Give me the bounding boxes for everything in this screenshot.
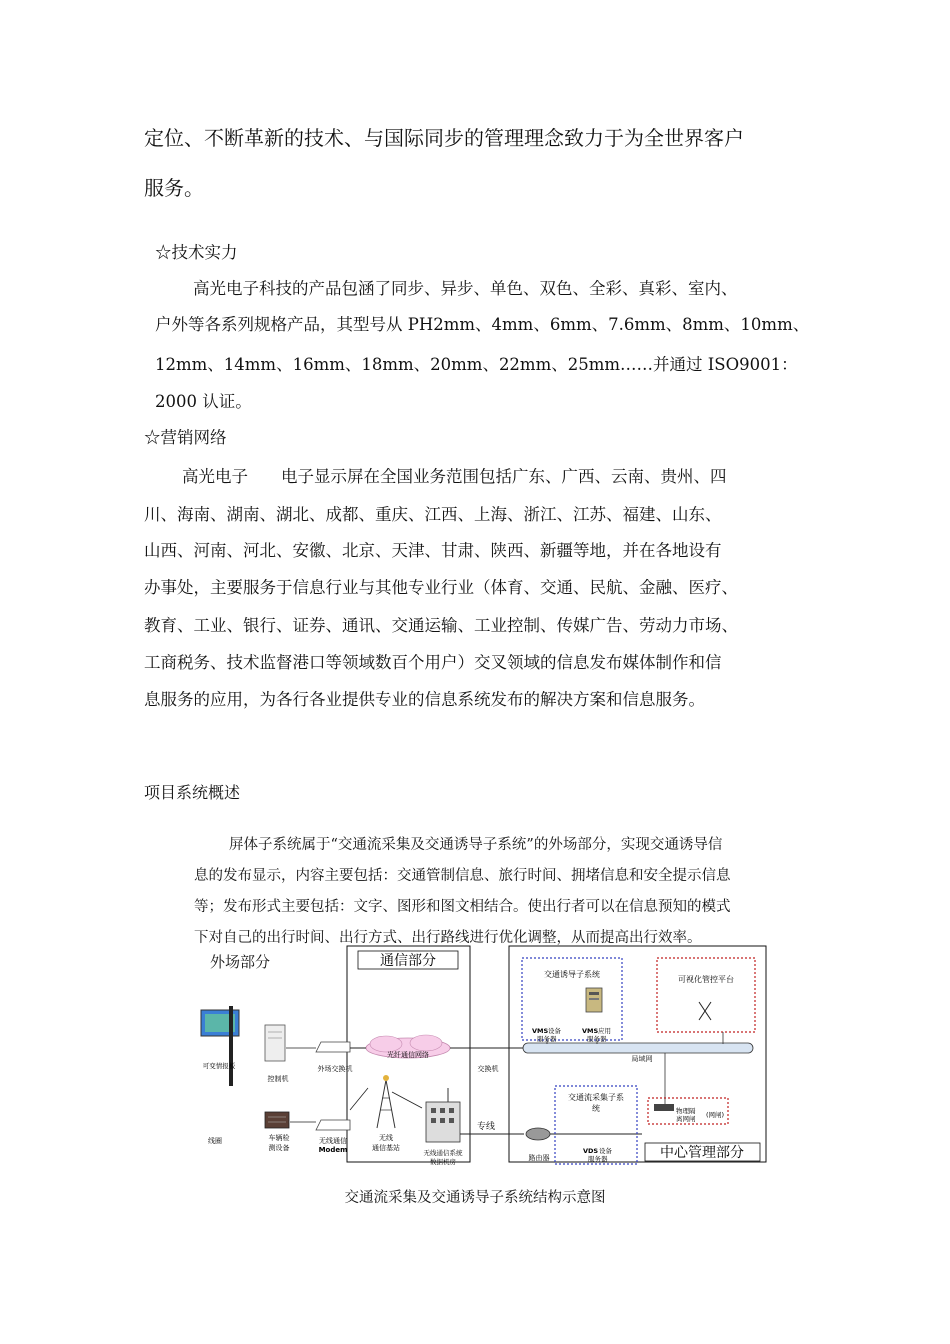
collection-subsystem-label-1: 交通流采集子系 (568, 1093, 624, 1102)
vms-sign-icon (201, 1006, 239, 1086)
visual-platform-label: 可视化管控平台 (678, 975, 734, 984)
vms-device-server-label-1: VMS (532, 1027, 549, 1035)
comm-section-label: 通信部分 (380, 953, 436, 969)
tech-line-4: 2000 认证。 (155, 391, 252, 411)
marketing-line-5: 教育、工业、银行、证券、通讯、交通运输、工业控制、传媒广告、劳动力市场、 (144, 615, 738, 635)
controller-icon (265, 1025, 285, 1061)
tech-line-1: 高光电子科技的产品包涵了同步、异步、单色、双色、全彩、真彩、室内、 (193, 278, 738, 298)
center-section-label: 中心管理部分 (660, 1145, 744, 1161)
vms-sign-label: 可变情报板 (202, 1062, 236, 1070)
vehicle-detector-label-1: 车辆检 (268, 1134, 290, 1142)
system-structure-diagram (190, 940, 770, 1170)
isolation-label-2: 离网闸 (676, 1115, 696, 1123)
lan-bus (523, 1043, 753, 1053)
tech-heading: ☆技术实力 (155, 242, 238, 262)
router-icon (526, 1128, 550, 1140)
field-section-label: 外场部分 (210, 953, 271, 971)
wireless-room-label-1: 无线通信系统 (423, 1149, 463, 1157)
field-switch-icon (316, 1042, 350, 1052)
marketing-line-3: 山西、河南、河北、安徽、北京、天津、甘肃、陕西、新疆等地，并在各地设有 (144, 540, 722, 560)
guidance-subsystem-label: 交通诱导子系统 (544, 970, 600, 979)
marketing-line-2: 川、海南、湖南、湖北、成都、重庆、江西、上海、浙江、江苏、福建、山东、 (144, 504, 722, 524)
wireless-modem-label-2: Modem (318, 1146, 348, 1154)
wireless-tower-icon (377, 1075, 395, 1128)
fiber-network-label: 光纤通信网络 (387, 1051, 429, 1059)
vms-device-server-label-3: 服务器 (537, 1035, 557, 1043)
marketing-line-6: 工商税务、技术监督港口等领域数百个用户）交叉领域的信息发布媒体制作和信 (144, 652, 722, 672)
intro-line-2: 服务。 (144, 176, 204, 200)
wireless-bs-label-2: 通信基站 (372, 1144, 400, 1152)
vds-server-label-3: 服务器 (588, 1155, 608, 1163)
tech-line-3: 12mm、14mm、16mm、18mm、20mm、22mm、25mm……并通过 ISO9001： (155, 354, 798, 374)
tech-line-2: 户外等各系列规格产品，其型号从 PH2mm、4mm、6mm、7.6mm、8mm、10mm、 (155, 314, 810, 334)
vms-device-server-label-2: 设备 (548, 1027, 561, 1035)
switch-label: 交换机 (477, 1065, 499, 1073)
vms-app-server-label-3: 服务器 (587, 1035, 607, 1043)
vehicle-detector-icon (265, 1112, 289, 1128)
vms-app-server-label-1: VMS (582, 1027, 599, 1035)
controller-label: 控制机 (267, 1075, 289, 1083)
vds-server-label-2: 设备 (599, 1147, 612, 1155)
isolation-label-1: 物理隔 (676, 1107, 696, 1115)
marketing-line-7: 息服务的应用，为各行各业提供专业的信息系统发布的解决方案和信息服务。 (144, 689, 705, 709)
collection-subsystem-label-2: 统 (592, 1104, 600, 1113)
project-line-1: 屏体子系统属于“交通流采集及交通诱导子系统”的外场部分，实现交通诱导信 (229, 836, 723, 853)
router-label: 路由器 (528, 1154, 550, 1162)
gateway-icon (654, 1104, 674, 1111)
monitor-icon (699, 1002, 711, 1020)
vds-server-label-1: VDS (583, 1147, 599, 1155)
project-line-2: 息的发布显示，内容主要包括：交通管制信息、旅行时间、拥堵信息和安全提示信息 (194, 867, 731, 884)
data-room-icon (426, 1088, 460, 1142)
wireless-modem-label-1: 无线通信 (319, 1137, 347, 1145)
lan-label: 局域网 (631, 1055, 653, 1063)
intro-line-1: 定位、不断革新的技术、与国际同步的管理理念致力于为全世界客户 (144, 126, 744, 150)
gateway-label: (网闸) (706, 1111, 725, 1119)
marketing-heading: ☆营销网络 (144, 427, 227, 447)
wireless-bs-label-1: 无线 (379, 1134, 393, 1142)
project-line-4: 下对自己的出行时间、出行方式、出行路线进行优化调整，从而提高出行效率。 (194, 929, 702, 946)
marketing-line-4: 办事处，主要服务于信息行业与其他专业行业（体育、交通、民航、金融、医疗、 (144, 577, 738, 597)
vms-app-server-label-2: 应用 (598, 1027, 611, 1035)
wireless-room-label-2: 数据机房 (430, 1158, 456, 1166)
project-line-3: 等；发布形式主要包括：文字、图形和图文相结合。使出行者可以在信息预知的模式 (194, 898, 731, 915)
visual-platform-box (657, 958, 755, 1032)
field-switch-label: 外场交换机 (317, 1065, 353, 1073)
diagram-caption: 交通流采集及交通诱导子系统结构示意图 (344, 1190, 606, 1206)
dedicated-line-label: 专线 (476, 1122, 496, 1132)
project-heading: 项目系统概述 (144, 783, 241, 802)
marketing-line-1: 高光电子 电子显示屏在全国业务范围包括广东、广西、云南、贵州、四 (182, 466, 727, 486)
vehicle-detector-label-2: 测设备 (268, 1144, 290, 1152)
loop-label: 线圈 (208, 1137, 222, 1145)
server-icon (586, 988, 602, 1012)
wireless-modem-icon (316, 1120, 350, 1130)
